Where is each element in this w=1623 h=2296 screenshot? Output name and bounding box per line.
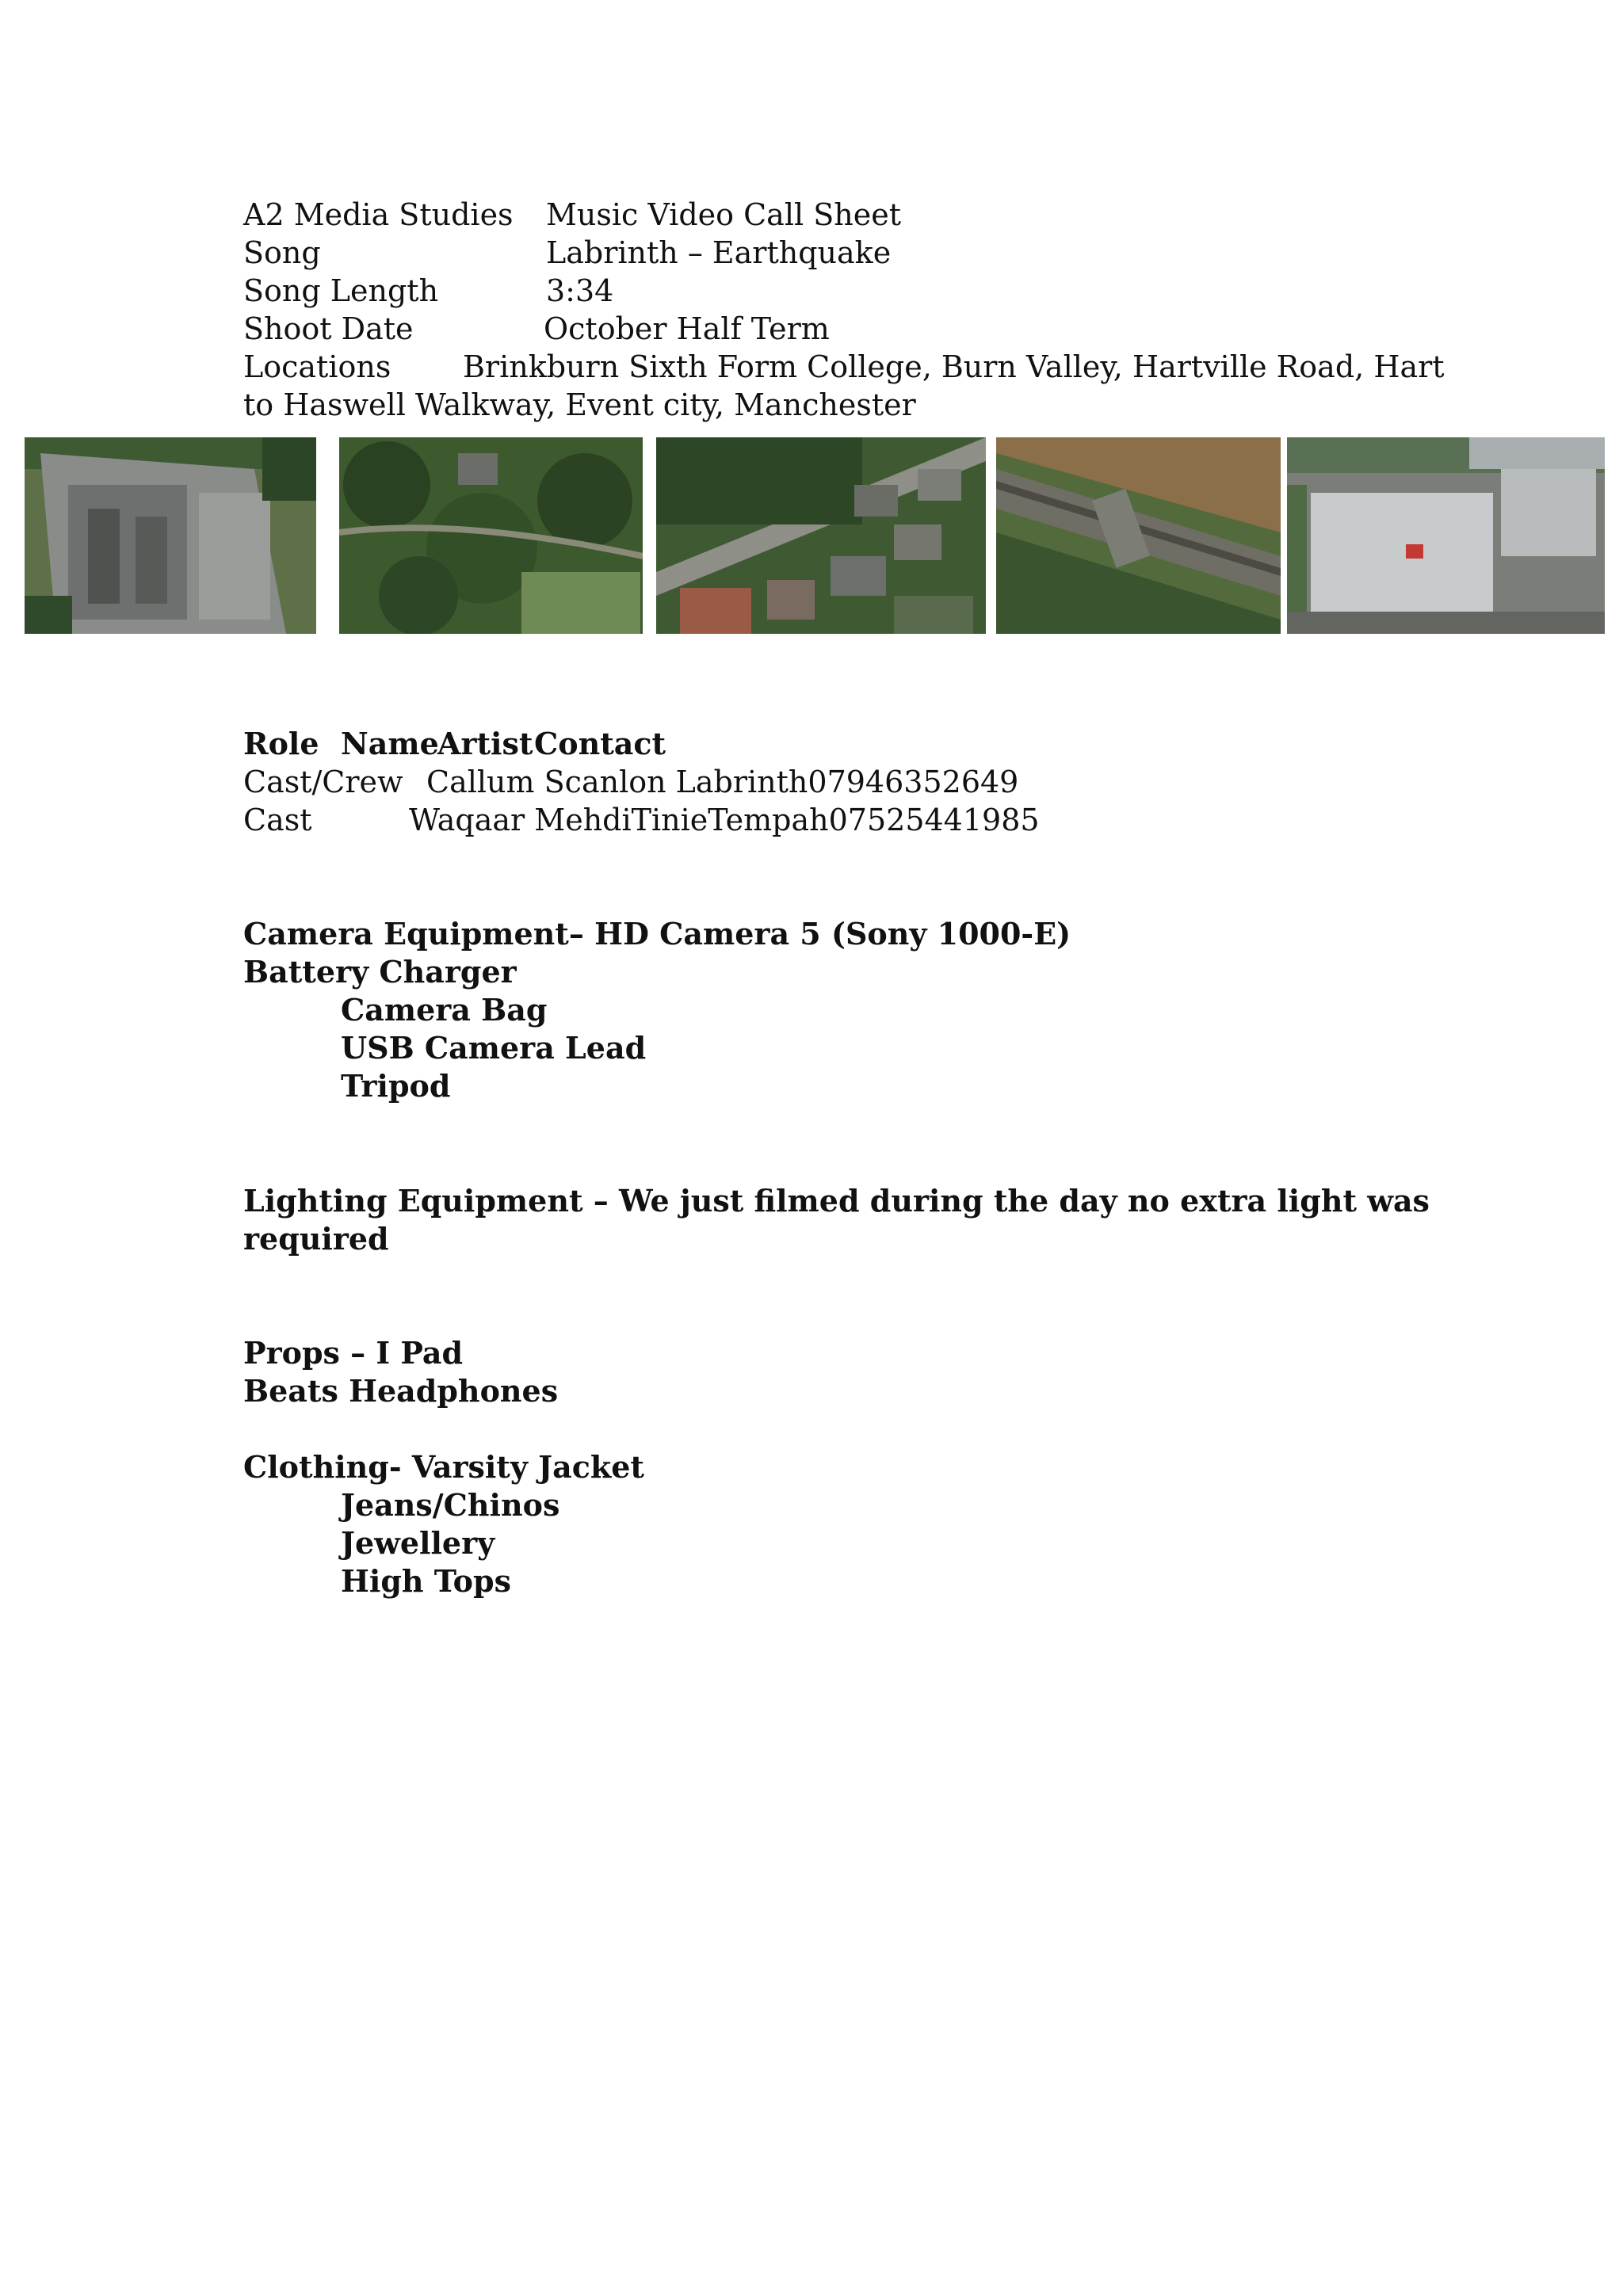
- clothing-item-jeans: Jeans/Chinos: [341, 1487, 560, 1523]
- camera-heading: Camera Equipment– HD Camera 5 (Sony 1000-E): [243, 916, 1071, 952]
- song-label: Song: [243, 235, 321, 270]
- crew-header-role: Role: [243, 726, 319, 761]
- park-aerial-image: [339, 437, 643, 634]
- lighting-line-2: required: [243, 1221, 389, 1257]
- song-length-label: Song Length: [243, 273, 439, 308]
- locations-label: Locations: [243, 349, 391, 384]
- lighting-line-1: Lighting Equipment – We just filmed during the day no extra light was: [243, 1183, 1430, 1219]
- shoot-date-value: October Half Term: [544, 311, 830, 346]
- shoot-date-label: Shoot Date: [243, 311, 414, 346]
- sheet-title: Music Video Call Sheet: [546, 197, 901, 232]
- school-aerial-image: [25, 437, 316, 634]
- props-item-headphones: Beats Headphones: [243, 1373, 559, 1409]
- crew-row-2-role: Cast: [243, 803, 312, 837]
- camera-item-tripod: Tripod: [341, 1068, 451, 1104]
- crew-row-1-role: Cast/Crew: [243, 765, 403, 799]
- crew-header-contact: Contact: [534, 726, 666, 761]
- props-heading: Props – I Pad: [243, 1335, 464, 1371]
- crew-header-artist: Artist: [437, 726, 533, 761]
- clothing-heading: Clothing- Varsity Jacket: [243, 1449, 644, 1485]
- song-length-value: 3:34: [546, 273, 614, 308]
- camera-item-battery: Battery Charger: [243, 954, 517, 990]
- clothing-item-high-tops: High Tops: [341, 1563, 511, 1599]
- crew-row-2-details: Waqaar MehdiTinieTempah07525441985: [409, 803, 1040, 837]
- song-value: Labrinth – Earthquake: [546, 235, 892, 270]
- camera-item-bag: Camera Bag: [341, 992, 548, 1028]
- railway-aerial-image: [996, 437, 1281, 634]
- clothing-item-jewellery: Jewellery: [341, 1525, 495, 1561]
- locations-line-2: to Haswell Walkway, Event city, Manchester: [243, 387, 916, 422]
- warehouse-aerial-image: [1287, 437, 1605, 634]
- locations-line-1: Brinkburn Sixth Form College, Burn Valley, Hartville Road, Hart: [463, 349, 1445, 384]
- housing-aerial-image: [656, 437, 986, 634]
- camera-item-usb-lead: USB Camera Lead: [341, 1030, 647, 1066]
- crew-header-name: Name: [341, 726, 439, 761]
- crew-row-1-details: Callum Scanlon Labrinth07946352649: [426, 765, 1019, 799]
- course-label: A2 Media Studies: [243, 197, 514, 232]
